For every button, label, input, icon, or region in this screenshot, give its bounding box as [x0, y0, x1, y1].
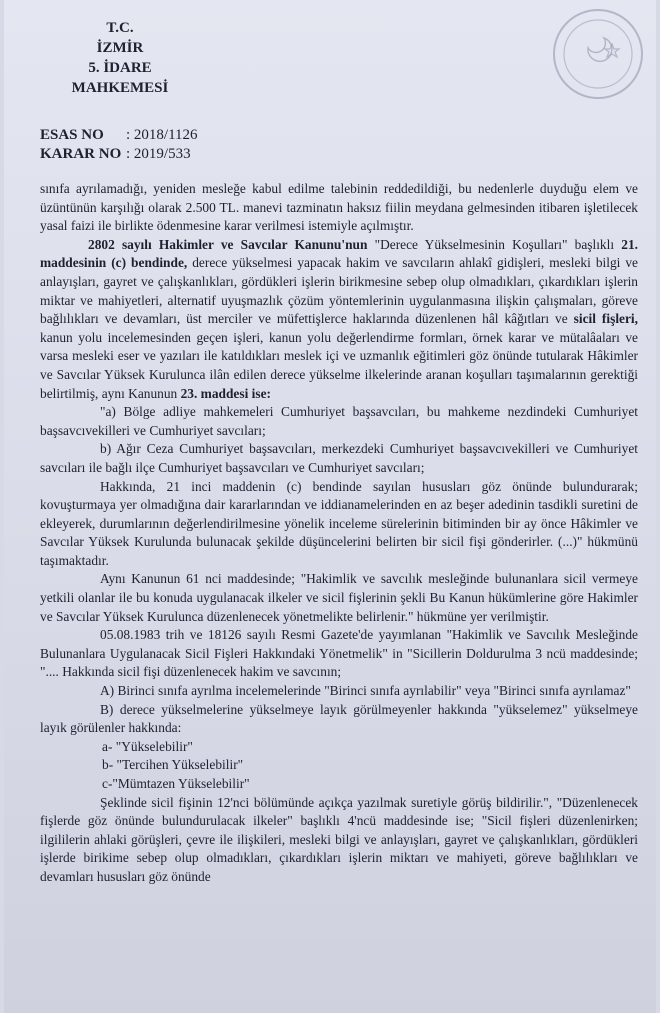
karar-row [40, 145, 634, 164]
paragraph: "a) Bölge adliye mahkemeleri Cumhuriyet başsavcıları, bu mahkeme nezdindeki Cumhuriyet başsavcıvekilleri ve Cumhuriyet savcıları; [40, 404, 638, 438]
bold-phrase: 2802 sayılı Hakimler ve Savcılar Kanunu'nun [88, 236, 368, 252]
court-header [40, 18, 200, 98]
paragraph: Aynı Kanunun 61 nci maddesinde; "Hakimlik ve savcılık mesleğinde bulunanlara sicil vermeye yetkili olanlar ile bu konuda uygulanacak ilkeler ve sicil fişlerinin şekli Bu Kanun hükümlerine göre Hakimler ve Savcılar Yüksek Kurulunca düzenlenecek yönetmelikte belirlenir." hükmüne yer verilmiştir. [40, 571, 638, 624]
list-item: b- "Tercihen Yükselebilir" [102, 757, 244, 773]
paragraph: b) Ağır Ceza Cumhuriyet başsavcıları, merkezdeki Cumhuriyet başsavcıvekilleri ve Cumhuriyet savcıları ile bağlı ilçe Cumhuriyet başsavcıları ve Cumhuriyet savcıları; [40, 441, 638, 475]
document-body [40, 180, 638, 887]
text-run: "Derece Yükselmesinin Koşulları" başlıklı [367, 236, 622, 252]
text-run: derece yükselmesi yapacak hakim ve savcıların ahlakî gidişleri, mesleki bilgi ve anlayışları, gayret ve çalışkanlıkları, gördükleri işlerin birikmesine sebep olup olmadıkları, çıkardıkları işlerin miktar ve mahiyetleri, alternatif uyuşmazlık çözüm yöntemlerinin uygulanmasına ilişkin çalışmaları, göreve bağlılıkları ve devamları, üst merciler ve müfettişlerce haklarında düzenlenen hâl kâğıtları ve [40, 255, 638, 327]
esas-value: : 2018/1126 [126, 127, 198, 143]
header-court: 5. İDARE MAHKEMESİ [71, 60, 169, 96]
bold-phrase: 23. maddesi ise: [180, 385, 271, 401]
bold-phrase: 21. maddesinin (c) bendinde, [40, 236, 638, 271]
paragraph: 05.08.1983 trih ve 18126 sayılı Resmi Gazete'de yayımlanan "Hakimlik ve Savcılık Mesleğinde Bulunanlara Uygulanacak Sicil Fişleri Hakkındaki Yönetmelik" in "Sicillerin Doldurulma 3 ncü maddesinde; ".... Hakkında sicil fişi düzenlenecek hakim ve savcının; [40, 627, 638, 680]
esas-label: ESAS NO [40, 127, 104, 143]
paragraph [40, 236, 638, 403]
document-page [4, 0, 656, 1013]
court-seal-icon [536, 4, 646, 108]
paragraph: sınıfa ayrılamadığı, yeniden mesleğe kabul edilme talebinin reddedildiği, bu nedenlerle duyduğu elem ve üzüntünün karşılığı olarak 2.500 TL. manevi tazminatın haksız fiilin meydana gelmesinden itibaren işletilecek yasal faizi ile birlikte ödenmesine karar verilmesi istemiyle açılmıştır. [40, 181, 638, 234]
list-item: c-"Mümtazen Yükselebilir" [102, 776, 250, 791]
header-city: İZMİR [96, 40, 144, 56]
esas-row [40, 126, 634, 145]
text-run: kanun yolu incelemesinden geçen işleri, kanun yolu değerlendirme formları, örnek karar ve mütalâaları ve varsa mesleki eser ve yazıları ile katıldıkları meslek içi ve uzmanlık eğitimleri göz önünde tutularak Hâkimler ve Savcılar Yüksek Kurulunca ilân edilen derece yükselme ilkelerinde aranan koşulları taşımalarının gerektiği belirtilmiş, aynı Kanunun [40, 329, 638, 401]
paragraph: Hakkında, 21 inci maddenin (c) bendinde sayılan hususları göz önünde bulundurarak; kovuşturmaya yer olmadığına dair kararlarından ve iddianamelerinden en az beşer adedinin tasdikli suretini de ekleyerek, durumlarının değerlendirilmesine yönelik inceleme sürelerinin bitiminden bir ay önce Hâkimler ve Savcılar Yüksek Kurulunda bulunacak şekilde düşüncelerini belirten bir sicil fişi gönderirler. (...)" hükmünü taşımaktadır. [40, 478, 638, 568]
header-tc: T.C. [106, 20, 134, 36]
paragraph: A) Birinci sınıfa ayrılma incelemelerinde "Birinci sınıfa ayrılabilir" veya "Birinci sınıfa ayrılamaz" [100, 683, 631, 699]
paragraph: Şeklinde sicil fişinin 12'nci bölümünde açıkça yazılmak suretiyle görüş bildirilir.", "Düzenlenecek fişlerde göz önünde bulundurulacak ilkeler" başlıklı 4'ncü maddesinde ise; "Sicil fişleri düzenlenirken; ilgililerin ahlaki görüşleri, çevre ile ilişkileri, mesleki bilgi ve anlayışları, gayret ve çalışkanlıkları, gördükleri işlerde birikime sebep olup olmadıkları, çıkardıkları işlerin miktarı ve mahiyeti, göreve bağlılıkları ve devamları hususları göz önünde [40, 794, 638, 884]
karar-label: KARAR NO [40, 146, 122, 162]
bold-phrase: sicil fişleri, [573, 311, 638, 327]
case-numbers [40, 126, 634, 164]
paragraph: B) derece yükselmelerine yükselmeye layık görülmeyenler hakkında "yükselemez" yükselmeye layık görülenler hakkında: [40, 701, 638, 736]
karar-value: : 2019/533 [126, 146, 191, 162]
list-item: a- "Yükselebilir" [102, 738, 193, 754]
